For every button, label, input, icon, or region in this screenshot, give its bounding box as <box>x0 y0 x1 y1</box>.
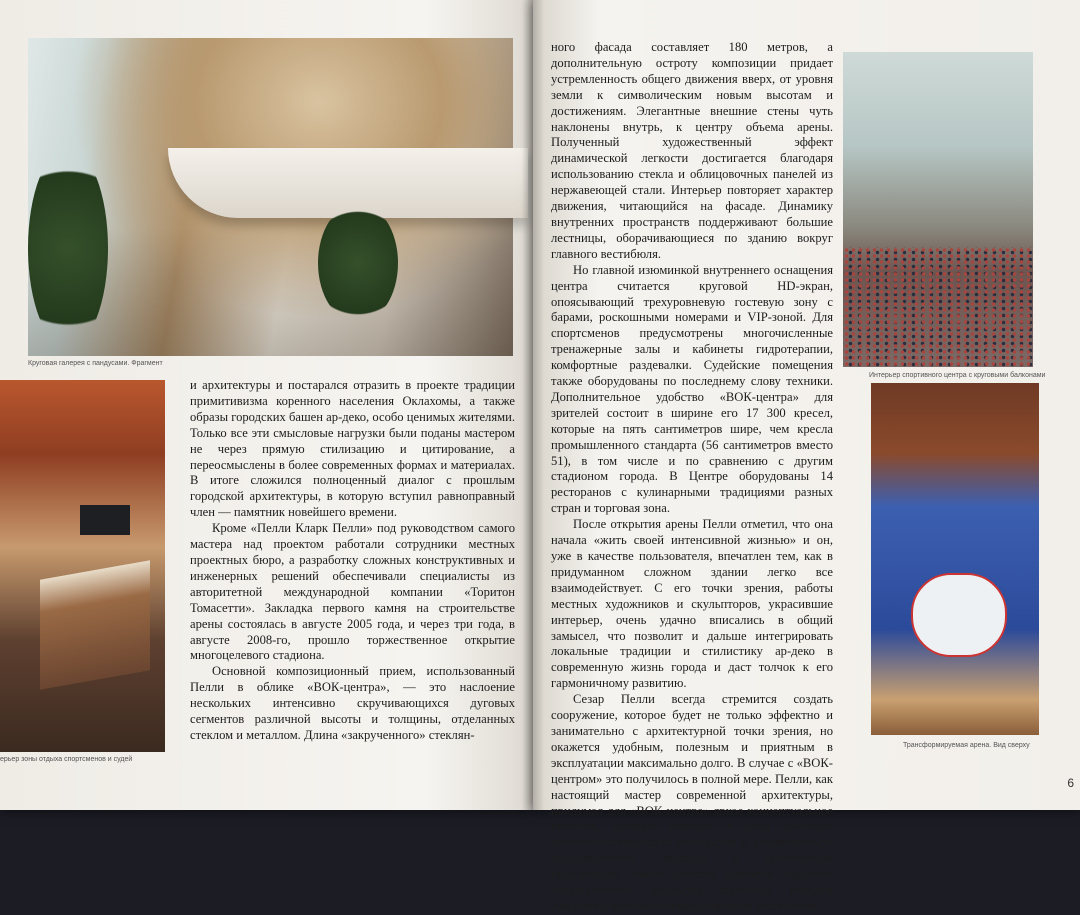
right-text-column <box>551 40 833 915</box>
left-text-column <box>190 378 515 744</box>
tree-shape <box>318 203 398 323</box>
paragraph: Кроме «Пелли Кларк Пелли» под руководством самого мастера над проектом работали сотрудники местных проектных бюро, а разработку сложных конструктивных и инженерных решений обеспечивали специалисты из авторитетной международной компании «Торитон Томасетти». Закладка первого камня на строительстве арены состоялась в августе 2005 года, и через три года, в августе 2008-го, прошло торжественное открытие многоцелевого стадиона. <box>190 521 515 663</box>
paragraph: ного фасада составляет 180 метров, а дополнительную остроту композиции придает устремленность общего движения вверх, от уровня земли к символическим новым высотам и достижениям. Элегантные внешние стены чуть наклонены внутрь, к центру объема арены. Полученный художественный эффект динамической легкости достигается благодаря использованию стекла и облицовочных панелей из нержавеющей стали. Интерьер повторяет характер движения, читающийся на фасаде. Динамику внутренних пространств поддерживают большие лестницы, оборачивающиеся по зданию вокруг главного вестибюля. <box>551 40 833 261</box>
lounge-caption: ерьер зоны отдыха спортсменов и судей <box>0 756 133 763</box>
arena-caption: Трансформируемая арена. Вид сверху <box>903 742 1030 749</box>
rink-shape <box>911 573 1007 657</box>
lounge-photo <box>0 380 165 752</box>
crowd-caption: Интерьер спортивного центра с круговыми балконами <box>869 372 1046 379</box>
arena-photo <box>871 383 1039 735</box>
paragraph: После открытия арены Пелли отметил, что она начала «жить своей интенсивной жизнью» и он, уже в качестве пользователя, впечатлен тем, как в придуманном сложном здании легко все взаимодействует. С его точки зрения, работы местных художников и скульпторов, украсившие интерьер, очень удачно вписались в общий замысел, что позволит и дальше интегрировать локальные традиции и стилистику ар-деко в современную жизнь города и даст толчок к его гармоничному развитию. <box>551 517 833 691</box>
tree-shape <box>28 148 108 348</box>
paragraph: Сезар Пелли всегда стремится создать сооружение, которое будет не только эффектно и занимательно с архитектурной точки зрения, но окажется удобным, полезным и приятным в эксплуатации максимально долго. В случае с «ВОК-центром» это получилось в полной мере. Пелли, как настоящий мастер современной архитектуры, придумал для «ВОК-центра» яркое концептуальное решение, которое впитало в себя смелость деконструктивистских контрастов и утилитарность модернистского подхода к организации пространств, умело сочетая наивную простоту традиционного искусства коренных народов Америки с возможностями новейших технологий. <box>551 692 833 913</box>
counter-shape <box>40 560 150 689</box>
atrium-photo <box>28 38 513 356</box>
page-number: 6 <box>1067 776 1074 790</box>
paragraph: и архитектуры и постарался отразить в проекте традиции примитивизма коренного населения Оклахомы, а также образы городских башен ар-деко, особо ценимых жителями. Только все эти смысловые нагрузки были поданы мастером не через прямую стилизацию и цитирование, а переосмыслены в более современных формах и материалах. В итоге сложился полноценный диалог с прошлым городской архитектуры, в которую вступил равноправный член — памятник новейшего времени. <box>190 378 515 520</box>
crowd-photo <box>843 52 1033 367</box>
tv-shape <box>80 505 130 535</box>
paragraph: Но главной изюминкой внутреннего оснащения центра считается круговой HD-экран, опоясывающий трехуровневую гостевую зону с барами, роскошными номерами и VIP-зоной. Для спортсменов предусмотрены многочисленные тренажерные залы и кабинеты гидротерапии, комфортные раздевалки. Судейские помещения также оборудованы по последнему слову техники. Дополнительное удобство «ВОК-центра» для зрителей состоит в ширине его 17 300 кресел, которые на пять сантиметров шире, чем кресла промышленного стандарта (56 сантиметров вместо 51), в том числе и по сравнению с другим стадионом города. В Центре оборудованы 14 ресторанов с кулинарными традициями разных стран и торговая зона. <box>551 262 833 516</box>
left-page <box>0 0 533 810</box>
atrium-caption: Круговая галерея с пандусами. Фрагмент <box>28 360 163 367</box>
paragraph: Основной композиционный прием, использованный Пелли в облике «ВОК-центра», — это наслоение нескольких интенсивно скручивающихся дуговых сегментов различной высоты и толщины, отделанных стеклом и металлом. Длина «закрученного» стеклян- <box>190 664 515 742</box>
crowd-pattern <box>843 247 1033 367</box>
right-page <box>533 0 1080 913</box>
